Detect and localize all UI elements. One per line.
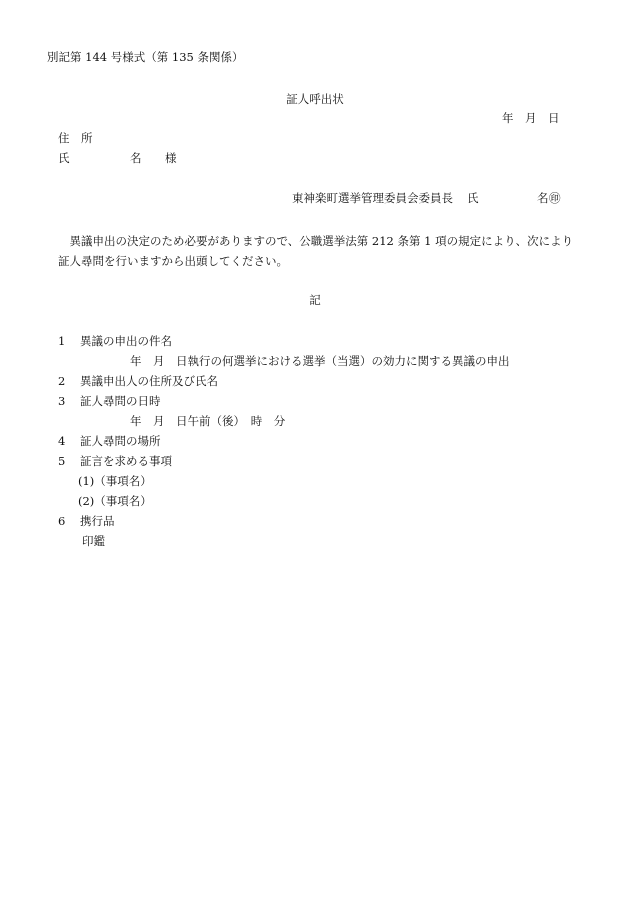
seal-mark: ㊞: [549, 191, 561, 205]
item-label: 証人尋問の場所: [80, 434, 161, 448]
name-label-second: 名: [130, 151, 142, 165]
item-number: 4: [58, 434, 66, 448]
issuer-name-label-first: 氏: [467, 191, 479, 205]
item-label: 証人尋問の日時: [80, 394, 161, 408]
item-label: 証言を求める事項: [80, 454, 172, 468]
ki-heading: 記: [309, 293, 321, 307]
address-label: 住 所: [58, 131, 93, 145]
item-number: 5: [58, 454, 66, 468]
item-number: 2: [58, 374, 66, 388]
item-detail: 年 月 日午前（後） 時 分: [130, 414, 286, 428]
item-subitem: (1)（事項名）: [78, 474, 152, 488]
issuer-name-label-second: 名: [537, 191, 549, 205]
date-line: 年 月 日: [502, 111, 560, 125]
item-number: 3: [58, 394, 66, 408]
item-label: 携行品: [80, 514, 115, 528]
item-label: 異議の申出の件名: [80, 334, 172, 348]
item-number: 1: [58, 334, 66, 348]
item-subitem: (2)（事項名）: [78, 494, 152, 508]
document-title: 証人呼出状: [286, 92, 344, 106]
item-label: 異議申出人の住所及び氏名: [80, 374, 218, 388]
item-number: 6: [58, 514, 66, 528]
body-line: 証人尋問を行いますから出頭してください。: [58, 254, 288, 268]
body-line: 異議申出の決定のため必要がありますので、公職選挙法第 212 条第 1 項の規定により、次により: [58, 234, 574, 248]
issuer-position: 東神楽町選挙管理委員会委員長: [292, 191, 453, 205]
item-detail: 印鑑: [82, 534, 105, 548]
name-label-first: 氏: [58, 151, 70, 165]
honorific: 様: [165, 151, 177, 165]
form-number: 別記第 144 号様式（第 135 条関係）: [47, 50, 244, 64]
item-detail: 年 月 日執行の何選挙における選挙（当選）の効力に関する異議の申出: [130, 354, 510, 368]
